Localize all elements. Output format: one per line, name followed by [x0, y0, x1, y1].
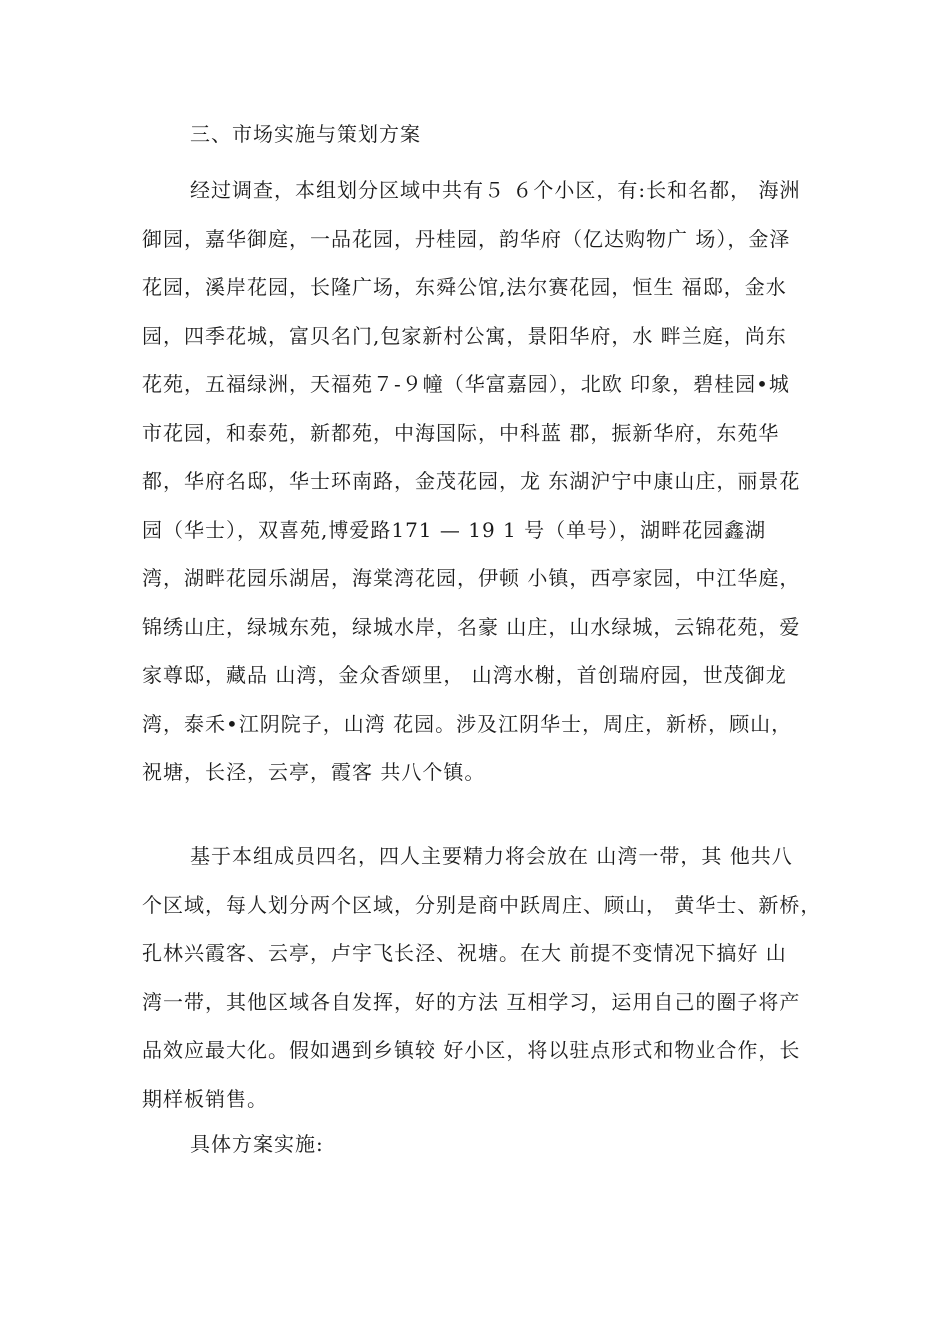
paragraph-line: 锦绣山庄，绿城东苑，绿城水岸，名豪 山庄，山水绿城，云锦花苑，爱	[142, 614, 801, 639]
paragraph-line: 湾，湖畔花园乐湖居，海棠湾花园，伊顿 小镇，西亭家园，中江华庭，	[142, 566, 801, 590]
paragraph-line: 个区域，每人划分两个区域，分别是商中跃周庄、顾山， 黄华士、新桥，	[142, 892, 822, 917]
paragraph-line: 御园，嘉华御庭，一品花园，丹桂园，韵华府（亿达购物广 场），金泽	[142, 226, 791, 251]
paragraph-line: 园，四季花城，富贝名门,包家新村公寓，景阳华府，水 畔兰庭，尚东	[142, 323, 787, 348]
paragraph-communities	[142, 172, 832, 803]
paragraph-line: 湾一带，其他区域各自发挥，好的方法 互相学习，运用自己的圈子将产	[142, 989, 801, 1014]
paragraph-line: 孔林兴霞客、云亭，卢宇飞长泾、祝塘。在大 前提不变情况下搞好 山	[142, 941, 787, 965]
paragraph-line: 家尊邸，藏品 山湾，金众香颂里， 山湾水榭，首创瑞府园，世茂御龙	[142, 663, 787, 687]
paragraph-line: 园（华士），双喜苑,博爱路171 — 19 1 号（单号），湖畔花园鑫湖	[142, 517, 767, 542]
subheading-plan-implementation: 具体方案实施:	[190, 1132, 324, 1156]
paragraph-line: 祝塘，长泾，云亭，霞客 共八个镇。	[142, 760, 486, 784]
paragraph-team-division	[142, 838, 832, 1129]
paragraph-line: 花苑，五福绿洲，天福苑７-９幢（华富嘉园），北欧 印象，碧桂园•城	[142, 372, 790, 396]
paragraph-line: 湾，泰禾•江阴院子，山湾 花园。涉及江阴华士，周庄，新桥，顾山，	[142, 711, 793, 736]
paragraph-line: 期样板销售。	[142, 1086, 268, 1111]
section-heading: 三、市场实施与策划方案	[190, 122, 421, 146]
paragraph-line: 都，华府名邸，华士环南路，金茂花园，龙 东湖沪宁中康山庄，丽景花	[142, 469, 801, 493]
paragraph-line: 花园，溪岸花园，长隆广场，东舜公馆,法尔赛花园，恒生 福邸，金水	[142, 275, 787, 299]
paragraph-line: 经过调查，本组划分区域中共有５ ６个小区，有:长和名都， 海洲	[190, 178, 801, 202]
paragraph-line: 市花园，和泰苑，新都苑，中海国际，中科蓝 郡，振新华府，东苑华	[142, 420, 780, 445]
paragraph-line: 品效应最大化。假如遇到乡镇较 好小区，将以驻点形式和物业合作，长	[142, 1038, 801, 1062]
paragraph-line: 基于本组成员四名，四人主要精力将会放在 山湾一带，其 他共八	[190, 844, 793, 868]
